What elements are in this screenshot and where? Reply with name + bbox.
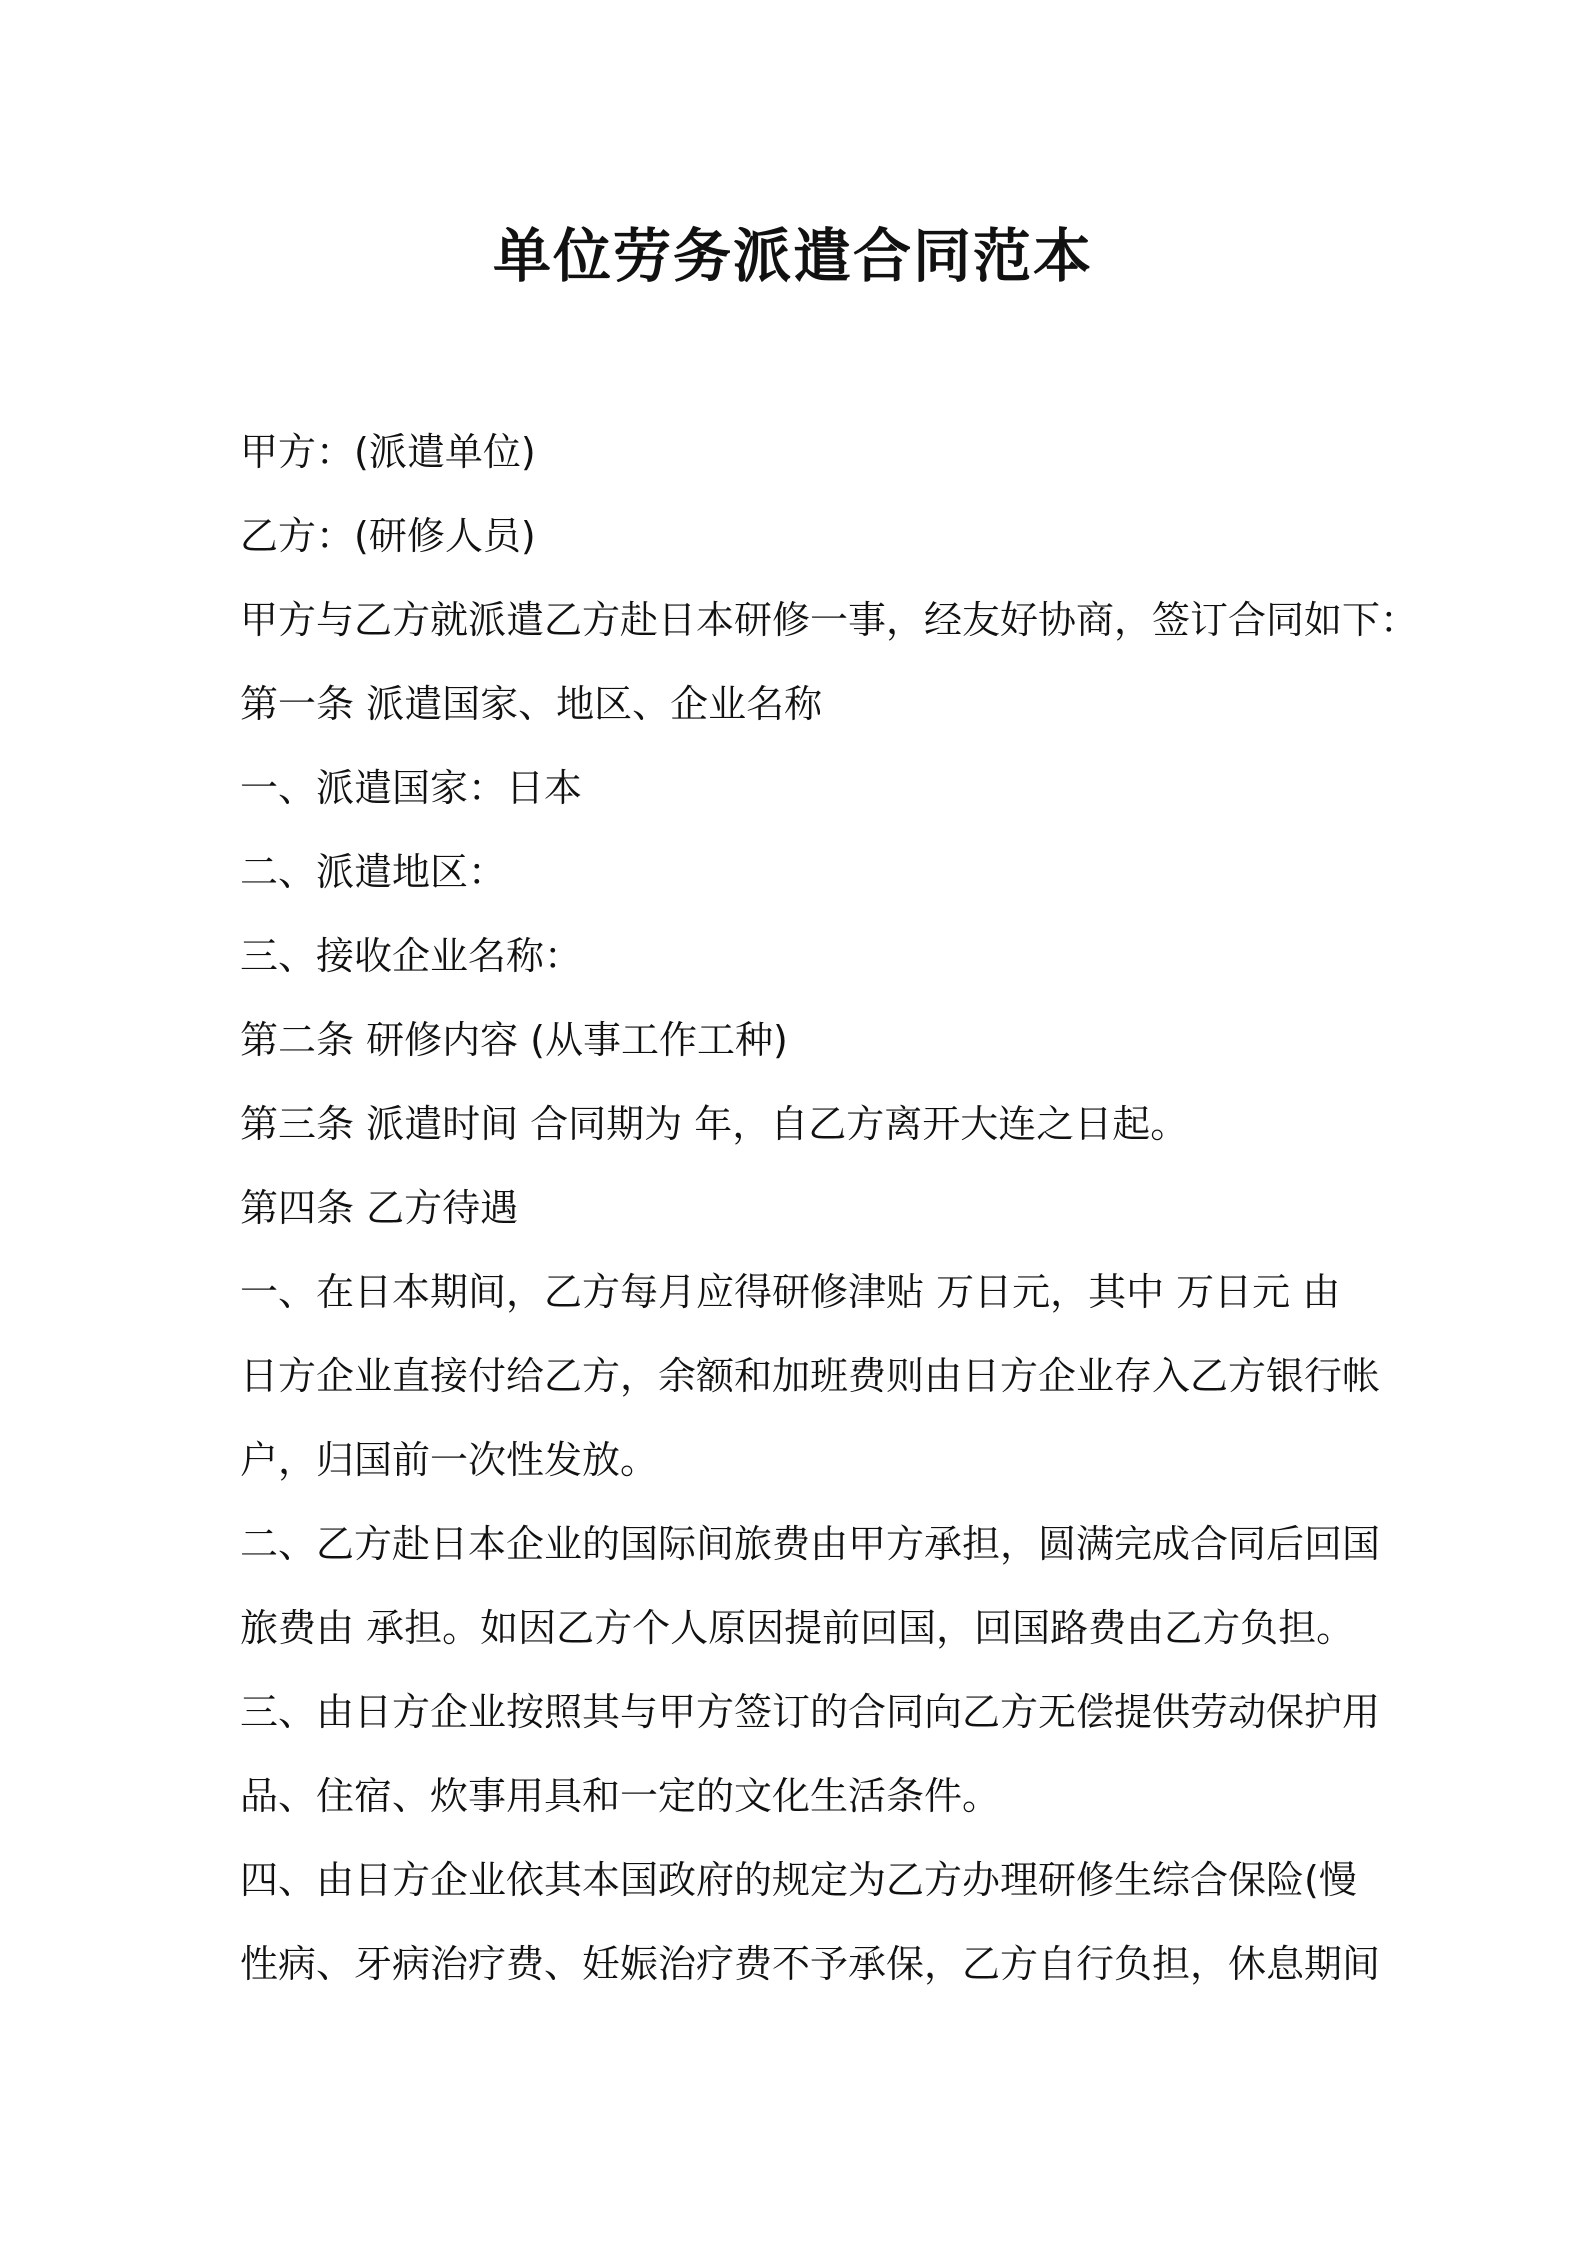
article-4-item-2-line-1: 二、乙方赴日本企业的国际间旅费由甲方承担，圆满完成合同后回国 bbox=[240, 1522, 1381, 1566]
article-4-item-3-line-2: 品、住宿、炊事用具和一定的文化生活条件。 bbox=[240, 1774, 1001, 1818]
party-b-line: 乙方：(研修人员) bbox=[240, 514, 536, 558]
article-4-heading: 第四条 乙方待遇 bbox=[240, 1186, 519, 1230]
article-4-item-1-line-1: 一、在日本期间，乙方每月应得研修津贴 万日元，其中 万日元 由 bbox=[240, 1270, 1341, 1314]
article-1-item-3: 三、接收企业名称： bbox=[240, 934, 583, 978]
party-a-line: 甲方：(派遣单位) bbox=[240, 430, 536, 474]
article-4-item-1-line-3: 户，归国前一次性发放。 bbox=[240, 1438, 659, 1482]
article-2-heading: 第二条 研修内容 (从事工作工种) bbox=[240, 1018, 788, 1062]
article-4-item-1-line-2: 日方企业直接付给乙方，余额和加班费则由日方企业存入乙方银行帐 bbox=[240, 1354, 1381, 1398]
article-1-item-1: 一、派遣国家：日本 bbox=[240, 766, 583, 810]
article-4-item-4-line-2: 性病、牙病治疗费、妊娠治疗费不予承保，乙方自行负担，休息期间 bbox=[240, 1942, 1381, 1986]
article-4-item-3-line-1: 三、由日方企业按照其与甲方签订的合同向乙方无偿提供劳动保护用 bbox=[240, 1690, 1381, 1734]
article-4-item-2-line-2: 旅费由 承担。如因乙方个人原因提前回国，回国路费由乙方负担。 bbox=[240, 1606, 1355, 1650]
preamble-line: 甲方与乙方就派遣乙方赴日本研修一事，经友好协商，签订合同如下： bbox=[240, 598, 1419, 642]
article-1-heading: 第一条 派遣国家、地区、企业名称 bbox=[240, 682, 823, 726]
document-body bbox=[240, 410, 1419, 2006]
article-1-item-2: 二、派遣地区： bbox=[240, 850, 507, 894]
article-3-heading: 第三条 派遣时间 合同期为 年，自乙方离开大连之日起。 bbox=[240, 1102, 1189, 1146]
document-title: 单位劳务派遣合同范本 bbox=[492, 222, 1093, 290]
article-4-item-4-line-1: 四、由日方企业依其本国政府的规定为乙方办理研修生综合保险(慢 bbox=[240, 1858, 1357, 1902]
